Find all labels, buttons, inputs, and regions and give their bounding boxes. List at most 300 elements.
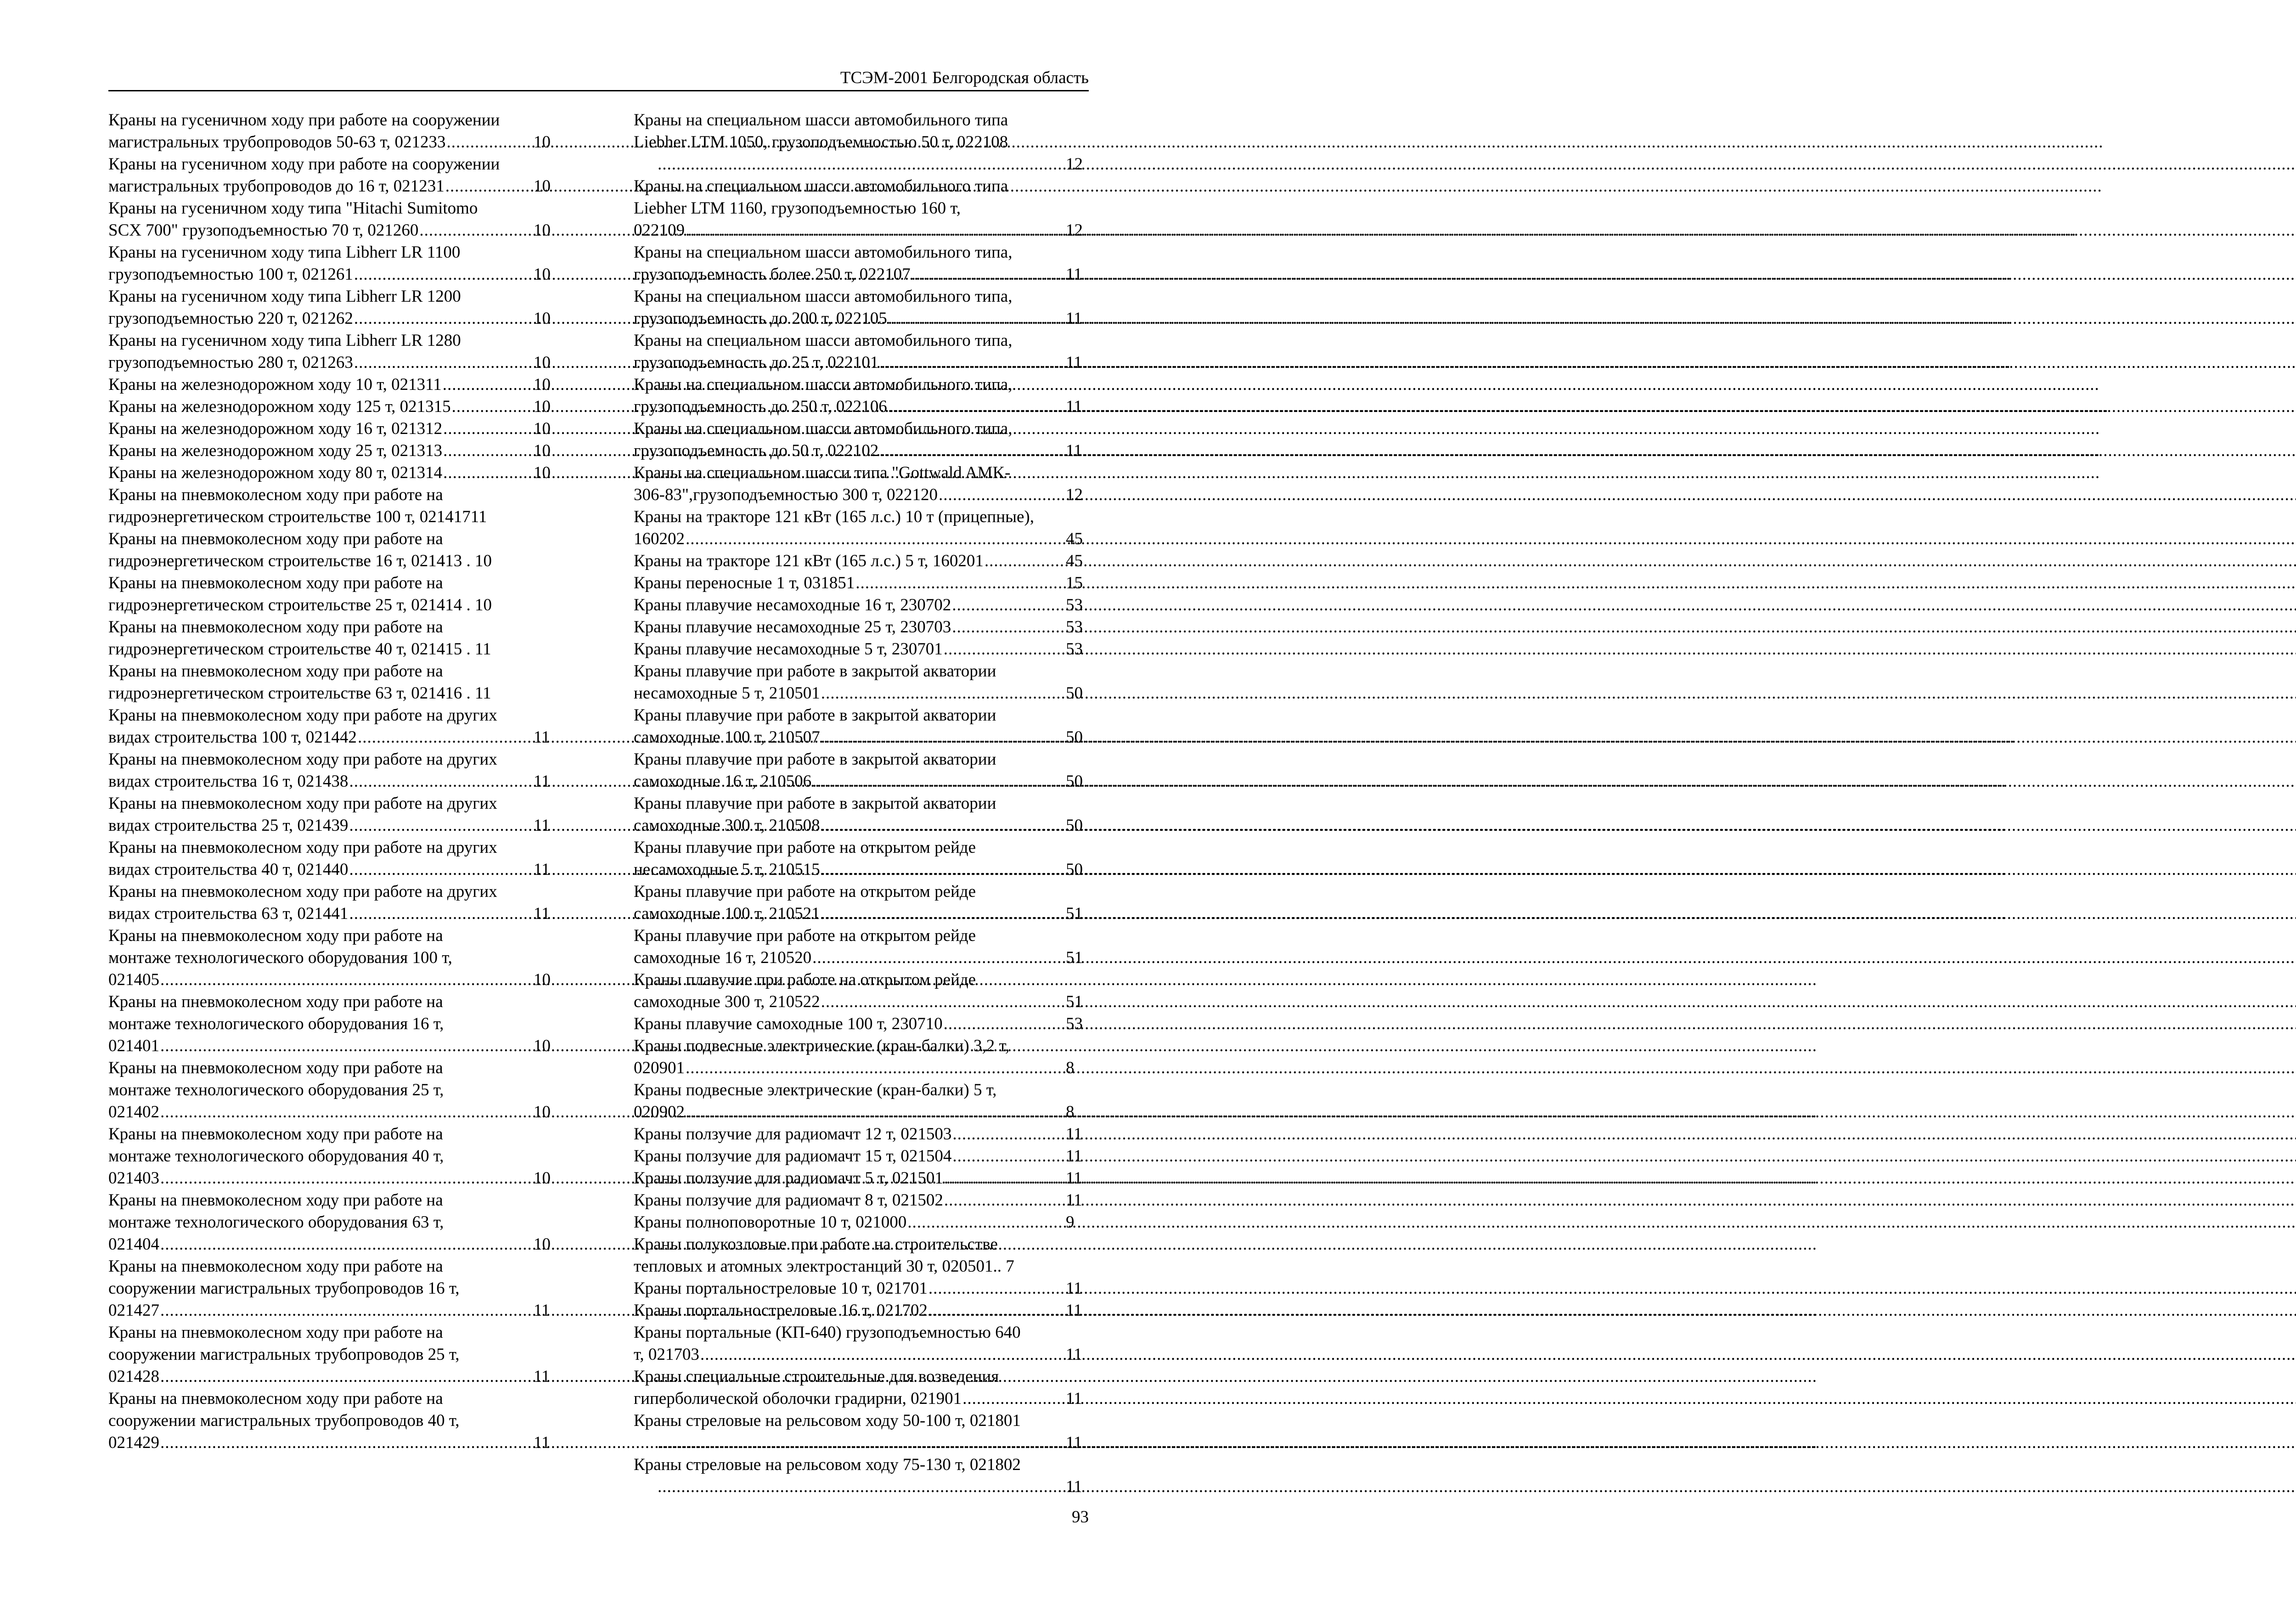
index-entry-line xyxy=(108,1322,557,1344)
index-entry-text: Краны плавучие при работе в закрытой акватории xyxy=(634,706,996,725)
index-entry-text: Краны на гусеничном ходу при работе на сооружении xyxy=(108,155,500,174)
index-entry-line: Краны на железнодорожном ходу 16 т, 021312 ..... 10 xyxy=(131,418,557,440)
index-entry xyxy=(634,793,1089,837)
index-entry-line: Краны портальностреловые 10 т, 021701 ..... 11 xyxy=(657,1278,1089,1300)
index-entry-text: Краны на пневмоколесном ходу при работе на xyxy=(108,1323,443,1342)
index-entry-text: Краны на железнодорожном ходу 25 т, 021313 xyxy=(108,441,443,460)
index-entry-text: Краны плавучие при работе в закрытой акватории xyxy=(634,750,996,769)
index-entry-line xyxy=(108,1344,557,1366)
index-entry xyxy=(634,881,1089,925)
index-entry-text: Краны на специальном шасси типа "Gottwald AMK- xyxy=(634,463,1011,482)
index-entry-line: 021401 ..... 10 xyxy=(131,1035,557,1057)
index-entry-text: Краны на пневмоколесном ходу при работе на других xyxy=(108,882,497,901)
index-entry-line xyxy=(108,109,557,131)
index-entry-text: Краны на пневмоколесном ходу при работе на xyxy=(108,662,443,681)
index-entry-line xyxy=(108,1410,557,1432)
index-entry-text: Краны на пневмоколесном ходу при работе на других xyxy=(108,706,497,725)
index-entry-line: несамоходные 5 т, 210515 ..... 50 xyxy=(657,859,1089,881)
index-entry-text: Краны на специальном шасси автомобильного типа xyxy=(634,177,1008,196)
index-entry-text: Краны на специальном шасси автомобильного типа, xyxy=(634,419,1013,438)
index-entry-line: Краны ползучие для радиомачт 8 т, 021502 ..... 11 xyxy=(657,1189,1089,1211)
dot-leader xyxy=(879,352,1088,374)
index-entry xyxy=(634,638,1089,660)
index-entry-line: грузоподъемность до 200 т, 022105 ..... 11 xyxy=(657,308,1089,330)
index-entry-text: Краны плавучие при работе на открытом рейде xyxy=(634,838,976,857)
index-entry-text: Краны на специальном шасси автомобильного типа, xyxy=(634,287,1013,306)
index-entry xyxy=(634,572,1089,594)
index-entry-text: Краны на пневмоколесном ходу при работе на xyxy=(108,1191,443,1210)
index-entry-text: грузоподъемность более 250 т, 022107 xyxy=(634,265,911,284)
dot-leader xyxy=(658,1476,1088,1498)
dot-leader xyxy=(160,1035,556,1057)
dot-leader xyxy=(821,859,1088,881)
index-entry-line xyxy=(634,881,1089,903)
index-entry-text: 021428 xyxy=(108,1367,159,1386)
index-entry xyxy=(634,1189,1089,1211)
index-entry-line xyxy=(634,109,1089,131)
index-entry-text: Краны на железнодорожном ходу 125 т, 021315 xyxy=(108,397,451,416)
index-entry-line xyxy=(108,704,557,727)
dot-leader xyxy=(358,727,556,749)
index-entry-line xyxy=(108,1388,557,1410)
dot-leader xyxy=(160,1101,556,1123)
index-entry xyxy=(108,396,557,418)
index-entry-text: Краны полукозловые при работе на строительстве xyxy=(634,1235,998,1254)
index-entry xyxy=(634,242,1089,286)
index-entry-text: грузоподъемность до 200 т, 022105 xyxy=(634,309,887,328)
index-entry-text: несамоходные 5 т, 210501 xyxy=(634,684,820,703)
index-entry-line: самоходные 16 т, 210520 ..... 51 xyxy=(657,947,1089,969)
dot-leader xyxy=(821,815,1088,837)
index-entry xyxy=(108,1123,557,1189)
index-entry-text: Краны плавучие при работе на открытом рейде xyxy=(634,970,976,989)
index-entry-line: Краны портальностреловые 16 т, 021702 ..... 11 xyxy=(657,1300,1089,1322)
index-entry-text: гидроэнергетическом строительстве 25 т, 021414 . 10 xyxy=(108,596,492,614)
index-entry-line: Краны ползучие для радиомачт 12 т, 021503 ..... 11 xyxy=(657,1123,1089,1145)
index-entry-text: Краны на специальном шасси автомобильного типа xyxy=(634,111,1008,130)
index-entry-text: Краны переносные 1 т, 031851 xyxy=(634,574,855,592)
index-entry-line xyxy=(634,242,1089,264)
index-entry-text: Liebher LTM 1050, грузоподъемностью 50 т, 022108 xyxy=(634,133,1008,152)
index-entry-text: видах строительства 40 т, 021440 xyxy=(108,860,349,879)
index-entry xyxy=(634,1123,1089,1145)
index-entry-text: Краны на пневмоколесном ходу при работе на xyxy=(108,485,443,504)
index-entry xyxy=(108,462,557,484)
index-entry-text: самоходные 300 т, 210522 xyxy=(634,992,820,1011)
index-entry-text: Краны на специальном шасси автомобильного типа, xyxy=(634,331,1013,350)
index-entry xyxy=(108,837,557,881)
index-entry-line xyxy=(634,175,1089,197)
index-entry xyxy=(108,330,557,374)
index-entry-text: грузоподъемность до 25 т, 022101 xyxy=(634,353,879,372)
index-entry-text: 021429 xyxy=(108,1433,159,1452)
index-entry-line xyxy=(108,506,557,528)
index-entry-text: монтаже технологического оборудования 16 т, xyxy=(108,1014,444,1033)
index-entry-line: Краны полноповоротные 10 т, 021000 ..... 9 xyxy=(657,1211,1089,1234)
dot-leader xyxy=(160,1167,556,1189)
index-entry xyxy=(634,1300,1089,1322)
index-entry xyxy=(634,749,1089,793)
index-entry-text: Краны на железнодорожном ходу 10 т, 021311 xyxy=(108,375,442,394)
index-entry-line: Краны плавучие несамоходные 25 т, 230703 ..... 53 xyxy=(657,616,1089,638)
index-entry-text: 021405 xyxy=(108,970,159,989)
dot-leader xyxy=(929,1278,1088,1300)
index-entry-line xyxy=(108,528,557,550)
index-entry-text: т, 021703 xyxy=(634,1345,699,1364)
index-entry-text: 306-83",грузоподъемностью 300 т, 022120 xyxy=(634,485,938,504)
index-entry-text: Краны на пневмоколесном ходу при работе на других xyxy=(108,838,497,857)
dot-leader xyxy=(812,771,1088,793)
page-number: 93 xyxy=(1072,1508,1089,1527)
dot-leader xyxy=(700,1344,1088,1366)
index-entry-text: 021401 xyxy=(108,1036,159,1055)
index-entry xyxy=(634,550,1089,572)
index-entry-line: 022109 ..... 12 xyxy=(657,220,1089,242)
page-header xyxy=(108,65,1089,91)
index-entry-line: Краны на железнодорожном ходу 125 т, 021315 ..... 10 xyxy=(131,396,557,418)
index-entry-text: монтаже технологического оборудования 40 т, xyxy=(108,1147,444,1166)
index-entry-text: гидроэнергетическом строительстве 100 т, 02141711 xyxy=(108,507,487,526)
index-entry-text: Краны ползучие для радиомачт 12 т, 021503 xyxy=(634,1125,952,1143)
index-entry-text: Краны на пневмоколесном ходу при работе на xyxy=(108,529,443,548)
index-entry-line xyxy=(108,1079,557,1101)
index-entry-text: несамоходные 5 т, 210515 xyxy=(634,860,820,879)
dot-leader xyxy=(349,771,556,793)
index-entry xyxy=(108,925,557,991)
index-entry-text: видах строительства 63 т, 021441 xyxy=(108,904,349,923)
index-entry-line xyxy=(634,969,1089,991)
index-entry xyxy=(634,925,1089,969)
index-entry-line: видах строительства 63 т, 021441 ..... 11 xyxy=(131,903,557,925)
index-entry-line xyxy=(108,638,557,660)
index-entry-line xyxy=(634,837,1089,859)
index-entry-text: Краны портальностреловые 16 т, 021702 xyxy=(634,1301,928,1320)
index-entry-line: видах строительства 25 т, 021439 ..... 11 xyxy=(131,815,557,837)
index-entry-text: Краны плавучие несамоходные 5 т, 230701 xyxy=(634,640,943,659)
index-entry-text: Краны на пневмоколесном ходу при работе на xyxy=(108,1257,443,1276)
index-entry-line xyxy=(634,1454,1089,1476)
index-entry-line xyxy=(634,506,1089,528)
index-entry-line xyxy=(634,749,1089,771)
index-entry xyxy=(108,1189,557,1256)
index-entry-text: монтаже технологического оборудования 25 т, xyxy=(108,1081,444,1099)
index-entry xyxy=(108,572,557,616)
index-entry xyxy=(108,616,557,660)
index-entry xyxy=(634,616,1089,638)
index-entry-text: Краны на пневмоколесном ходу при работе на xyxy=(108,1059,443,1077)
index-entry-text: Краны плавучие при работе в закрытой акватории xyxy=(634,662,996,681)
index-entry-text: 021427 xyxy=(108,1301,159,1320)
index-entry-text: гидроэнергетическом строительстве 16 т, 021413 . 10 xyxy=(108,552,492,570)
dot-leader xyxy=(686,528,1088,550)
index-entry-line xyxy=(108,991,557,1013)
index-entry xyxy=(108,418,557,440)
index-entry-line: магистральных трубопроводов 50-63 т, 021233 ..... 10 xyxy=(131,131,557,153)
index-entry-text: Краны на тракторе 121 кВт (165 л.с.) 5 т, 160201 xyxy=(634,552,984,570)
dot-leader xyxy=(821,991,1088,1013)
index-entry xyxy=(634,704,1089,749)
index-entry xyxy=(108,109,557,153)
dot-leader xyxy=(821,903,1088,925)
dot-leader xyxy=(349,815,556,837)
index-entry-line: 160202 ..... 45 xyxy=(657,528,1089,550)
index-entry-text: 021404 xyxy=(108,1235,159,1254)
index-entry-line: самоходные 300 т, 210508 ..... 50 xyxy=(657,815,1089,837)
index-entry-line xyxy=(634,1079,1089,1101)
index-entry-line xyxy=(108,1013,557,1035)
index-column-right xyxy=(634,109,1089,1498)
index-entry-line: магистральных трубопроводов до 16 т, 021231 ..... 10 xyxy=(131,175,557,197)
dot-leader xyxy=(907,1211,1088,1234)
dot-leader xyxy=(160,1234,556,1256)
index-entry-text: самоходные 100 т, 210507 xyxy=(634,728,820,747)
index-entry xyxy=(634,109,1089,175)
index-entry-line xyxy=(634,1366,1089,1388)
index-entry-text: Краны на пневмоколесном ходу при работе на других xyxy=(108,794,497,813)
index-entry-line: грузоподъемность более 250 т, 022107 ..... 11 xyxy=(657,264,1089,286)
dot-leader xyxy=(658,153,1088,175)
index-entry-line: т, 021703 ..... 11 xyxy=(657,1344,1089,1366)
index-entry-text: 020902 xyxy=(634,1103,685,1121)
dot-leader xyxy=(686,1057,1088,1079)
index-entry-text: Краны ползучие для радиомачт 8 т, 021502 xyxy=(634,1191,943,1210)
index-entry xyxy=(108,881,557,925)
dot-leader xyxy=(929,1300,1088,1322)
dot-leader xyxy=(888,396,1088,418)
dot-leader xyxy=(812,947,1088,969)
index-entry-text: Краны плавучие при работе на открытом рейде xyxy=(634,926,976,945)
index-entry-line: самоходные 16 т, 210506 ..... 50 xyxy=(657,771,1089,793)
index-entry-line: 021404 ..... 10 xyxy=(131,1234,557,1256)
index-entry-line: Краны плавучие самоходные 100 т, 230710 ..... 53 xyxy=(657,1013,1089,1035)
index-entry-text: Краны на специальном шасси автомобильного типа, xyxy=(634,375,1013,394)
index-entry-line xyxy=(108,1278,557,1300)
index-entry-text: Краны на гусеничном ходу типа Libherr LR 1100 xyxy=(108,243,461,262)
index-entry-line: 306-83",грузоподъемностью 300 т, 022120 ..... 12 xyxy=(657,484,1089,506)
dot-leader xyxy=(821,682,1088,704)
index-entry-text: Краны стреловые на рельсовом ходу 50-100 т, 021801 xyxy=(634,1411,1021,1430)
dot-leader xyxy=(686,220,1088,242)
index-entry-text: Liebher LTM 1160, грузоподъемностью 160 т, xyxy=(634,199,961,218)
index-entry-line: Краны на железнодорожном ходу 10 т, 021311 ..... 10 xyxy=(131,374,557,396)
index-entry-text: магистральных трубопроводов 50-63 т, 021233 xyxy=(108,133,446,152)
index-entry xyxy=(108,991,557,1057)
dot-leader xyxy=(658,1432,1088,1454)
index-entry-line: видах строительства 16 т, 021438 ..... 11 xyxy=(131,771,557,793)
index-entry-text: Краны плавучие несамоходные 16 т, 230702 xyxy=(634,596,951,614)
index-entry-line: гиперболической оболочки градирни, 021901 ..... 11 xyxy=(657,1388,1089,1410)
index-entry-line: самоходные 100 т, 210521 ..... 51 xyxy=(657,903,1089,925)
index-entry-line xyxy=(108,1256,557,1278)
index-entry-text: гиперболической оболочки градирни, 021901 xyxy=(634,1389,962,1408)
index-entry-line: ..... 11 xyxy=(657,1432,1089,1454)
dot-leader xyxy=(354,308,556,330)
index-entry-line xyxy=(634,197,1089,220)
index-entry-text: монтаже технологического оборудования 100 т, xyxy=(108,948,452,967)
index-entry xyxy=(634,462,1089,506)
index-entry-text: грузоподъемностью 220 т, 021262 xyxy=(108,309,353,328)
dot-leader xyxy=(160,969,556,991)
index-entry-text: Краны на пневмоколесном ходу при работе на xyxy=(108,574,443,592)
index-entry xyxy=(634,175,1089,242)
index-entry xyxy=(634,1145,1089,1167)
index-entry xyxy=(634,1454,1089,1498)
index-entry-line: видах строительства 100 т, 021442 ..... 11 xyxy=(131,727,557,749)
index-entry xyxy=(634,1035,1089,1079)
index-entry xyxy=(634,1366,1089,1410)
index-entry xyxy=(108,153,557,197)
index-entry-line xyxy=(634,418,1089,440)
index-entry-text: Краны плавучие самоходные 100 т, 230710 xyxy=(634,1014,943,1033)
index-entry-text: Краны портальностреловые 10 т, 021701 xyxy=(634,1279,928,1298)
index-entry-line xyxy=(108,484,557,506)
index-entry xyxy=(634,594,1089,616)
index-entry-text: сооружении магистральных трубопроводов 40 т, xyxy=(108,1411,460,1430)
index-entry-line: 021427 ..... 11 xyxy=(131,1300,557,1322)
index-entry xyxy=(634,1278,1089,1300)
index-entry-line xyxy=(634,330,1089,352)
index-entry-line xyxy=(108,881,557,903)
index-entry-line xyxy=(108,1145,557,1167)
index-entry-text: Краны на пневмоколесном ходу при работе на xyxy=(108,1125,443,1143)
index-entry xyxy=(108,1057,557,1123)
index-entry-line xyxy=(634,660,1089,682)
header-title: ТСЭМ-2001 Белгородская область xyxy=(840,68,1089,87)
index-entry xyxy=(634,1211,1089,1234)
index-entry xyxy=(634,1322,1089,1366)
index-entry-text: грузоподъемность до 50 т, 022102 xyxy=(634,441,879,460)
index-entry-line xyxy=(108,1057,557,1079)
index-entry xyxy=(108,374,557,396)
index-entry xyxy=(108,1322,557,1388)
index-entry-text: гидроэнергетическом строительстве 40 т, 021415 . 11 xyxy=(108,640,491,659)
index-entry-line: 021403 ..... 10 xyxy=(131,1167,557,1189)
index-entry-line: грузоподъемностью 220 т, 021262 ..... 10 xyxy=(131,308,557,330)
index-entry-line xyxy=(634,286,1089,308)
index-entry-line: SCX 700" грузоподъемностью 70 т, 021260 ..... 10 xyxy=(131,220,557,242)
index-entry xyxy=(634,1167,1089,1189)
index-entry-text: 022109 xyxy=(634,221,685,240)
index-entry-text: Краны плавучие при работе на открытом рейде xyxy=(634,882,976,901)
dot-leader xyxy=(349,903,556,925)
index-entry xyxy=(108,440,557,462)
index-entry-line xyxy=(108,616,557,638)
index-entry-text: Краны на гусеничном ходу при работе на сооружении xyxy=(108,111,500,130)
index-entry xyxy=(634,286,1089,330)
index-entry xyxy=(108,704,557,749)
index-entry-text: Краны ползучие для радиомачт 5 т, 021501 xyxy=(634,1169,943,1188)
index-entry-line: грузоподъемностью 100 т, 021261 ..... 10 xyxy=(131,264,557,286)
index-entry-line xyxy=(108,330,557,352)
index-entry xyxy=(634,1079,1089,1123)
dot-leader xyxy=(855,572,1088,594)
index-entry xyxy=(634,1234,1089,1278)
index-entry xyxy=(634,969,1089,1013)
index-entry-text: грузоподъемностью 100 т, 021261 xyxy=(108,265,353,284)
index-entry xyxy=(634,506,1089,550)
index-entry-line: Краны на тракторе 121 кВт (165 л.с.) 5 т, 160201 ..... 45 xyxy=(657,550,1089,572)
index-entry-text: сооружении магистральных трубопроводов 25 т, xyxy=(108,1345,460,1364)
index-entry-text: Краны ползучие для радиомачт 15 т, 021504 xyxy=(634,1147,952,1166)
index-entry-line xyxy=(108,947,557,969)
index-entry-line: грузоподъемность до 25 т, 022101 ..... 11 xyxy=(657,352,1089,374)
index-entry-text: 021402 xyxy=(108,1103,159,1121)
index-entry-text: гидроэнергетическом строительстве 63 т, 021416 . 11 xyxy=(108,684,491,703)
index-entry-text: SCX 700" грузоподъемностью 70 т, 021260 xyxy=(108,221,419,240)
index-entry xyxy=(634,660,1089,704)
index-entry-line xyxy=(108,572,557,594)
index-entry-text: сооружении магистральных трубопроводов 16 т, xyxy=(108,1279,460,1298)
index-entry xyxy=(634,1410,1089,1454)
index-entry-text: Краны на пневмоколесном ходу при работе на xyxy=(108,992,443,1011)
index-entry-line: 020901 ..... 8 xyxy=(657,1057,1089,1079)
dot-leader xyxy=(879,440,1088,462)
index-entry-text: Краны портальные (КП-640) грузоподъемностью 640 xyxy=(634,1323,1021,1342)
index-entry-text: Краны на тракторе 121 кВт (165 л.с.) 10 т (прицепные), xyxy=(634,507,1034,526)
index-entry-text: самоходные 16 т, 210506 xyxy=(634,772,812,791)
index-column-left xyxy=(108,109,557,1454)
index-entry-text: грузоподъемность до 250 т, 022106 xyxy=(634,397,887,416)
index-entry xyxy=(108,484,557,528)
index-entry-text: Краны полноповоротные 10 т, 021000 xyxy=(634,1213,907,1232)
dot-leader xyxy=(349,859,556,881)
index-entry-text: Краны на гусеничном ходу типа "Hitachi Sumitomo xyxy=(108,199,478,218)
index-entry-line: Краны на железнодорожном ходу 25 т, 021313 ..... 10 xyxy=(131,440,557,462)
index-entry-line: Краны ползучие для радиомачт 15 т, 021504 ..... 11 xyxy=(657,1145,1089,1167)
index-entry-line: грузоподъемность до 250 т, 022106 ..... 11 xyxy=(657,396,1089,418)
index-entry xyxy=(634,330,1089,374)
index-entry-line xyxy=(108,682,557,704)
index-entry-line: самоходные 300 т, 210522 ..... 51 xyxy=(657,991,1089,1013)
index-entry xyxy=(634,1013,1089,1035)
index-entry-line xyxy=(634,462,1089,484)
index-entry xyxy=(108,286,557,330)
index-entry xyxy=(634,374,1089,418)
dot-leader xyxy=(160,1366,556,1388)
index-entry-line xyxy=(634,1256,1089,1278)
index-entry-text: самоходные 16 т, 210520 xyxy=(634,948,812,967)
index-entry-line xyxy=(634,704,1089,727)
index-entry-text: 160202 xyxy=(634,529,685,548)
index-entry xyxy=(108,528,557,572)
index-entry-text: Краны на гусеничном ходу типа Libherr LR 1200 xyxy=(108,287,461,306)
index-entry xyxy=(108,660,557,704)
index-entry-line xyxy=(108,1123,557,1145)
index-entry-line xyxy=(108,925,557,947)
index-entry xyxy=(634,837,1089,881)
index-entry-text: Краны на пневмоколесном ходу при работе на xyxy=(108,1389,443,1408)
index-entry-line xyxy=(108,594,557,616)
index-entry-text: 021403 xyxy=(108,1169,159,1188)
index-entry-line: грузоподъемность до 50 т, 022102 ..... 11 xyxy=(657,440,1089,462)
index-entry-line: видах строительства 40 т, 021440 ..... 11 xyxy=(131,859,557,881)
index-entry-line xyxy=(634,1035,1089,1057)
index-entry-line xyxy=(108,749,557,771)
index-entry-line: 021405 ..... 10 xyxy=(131,969,557,991)
index-entry-line xyxy=(108,1211,557,1234)
index-entry-text: магистральных трубопроводов до 16 т, 021231 xyxy=(108,177,445,196)
index-entry-text: самоходные 100 т, 210521 xyxy=(634,904,820,923)
index-entry-line xyxy=(108,660,557,682)
index-entry-text: Краны подвесные электрические (кран-балки) 5 т, xyxy=(634,1081,997,1099)
index-entry-line: 021429 ..... 11 xyxy=(131,1432,557,1454)
index-entry-line xyxy=(108,1189,557,1211)
index-entry-line xyxy=(634,925,1089,947)
index-entry-text: Краны на железнодорожном ходу 16 т, 021312 xyxy=(108,419,443,438)
index-entry-line xyxy=(108,793,557,815)
index-entry-line: Краны переносные 1 т, 031851 ..... 15 xyxy=(657,572,1089,594)
index-entry-text: монтаже технологического оборудования 63 т, xyxy=(108,1213,444,1232)
